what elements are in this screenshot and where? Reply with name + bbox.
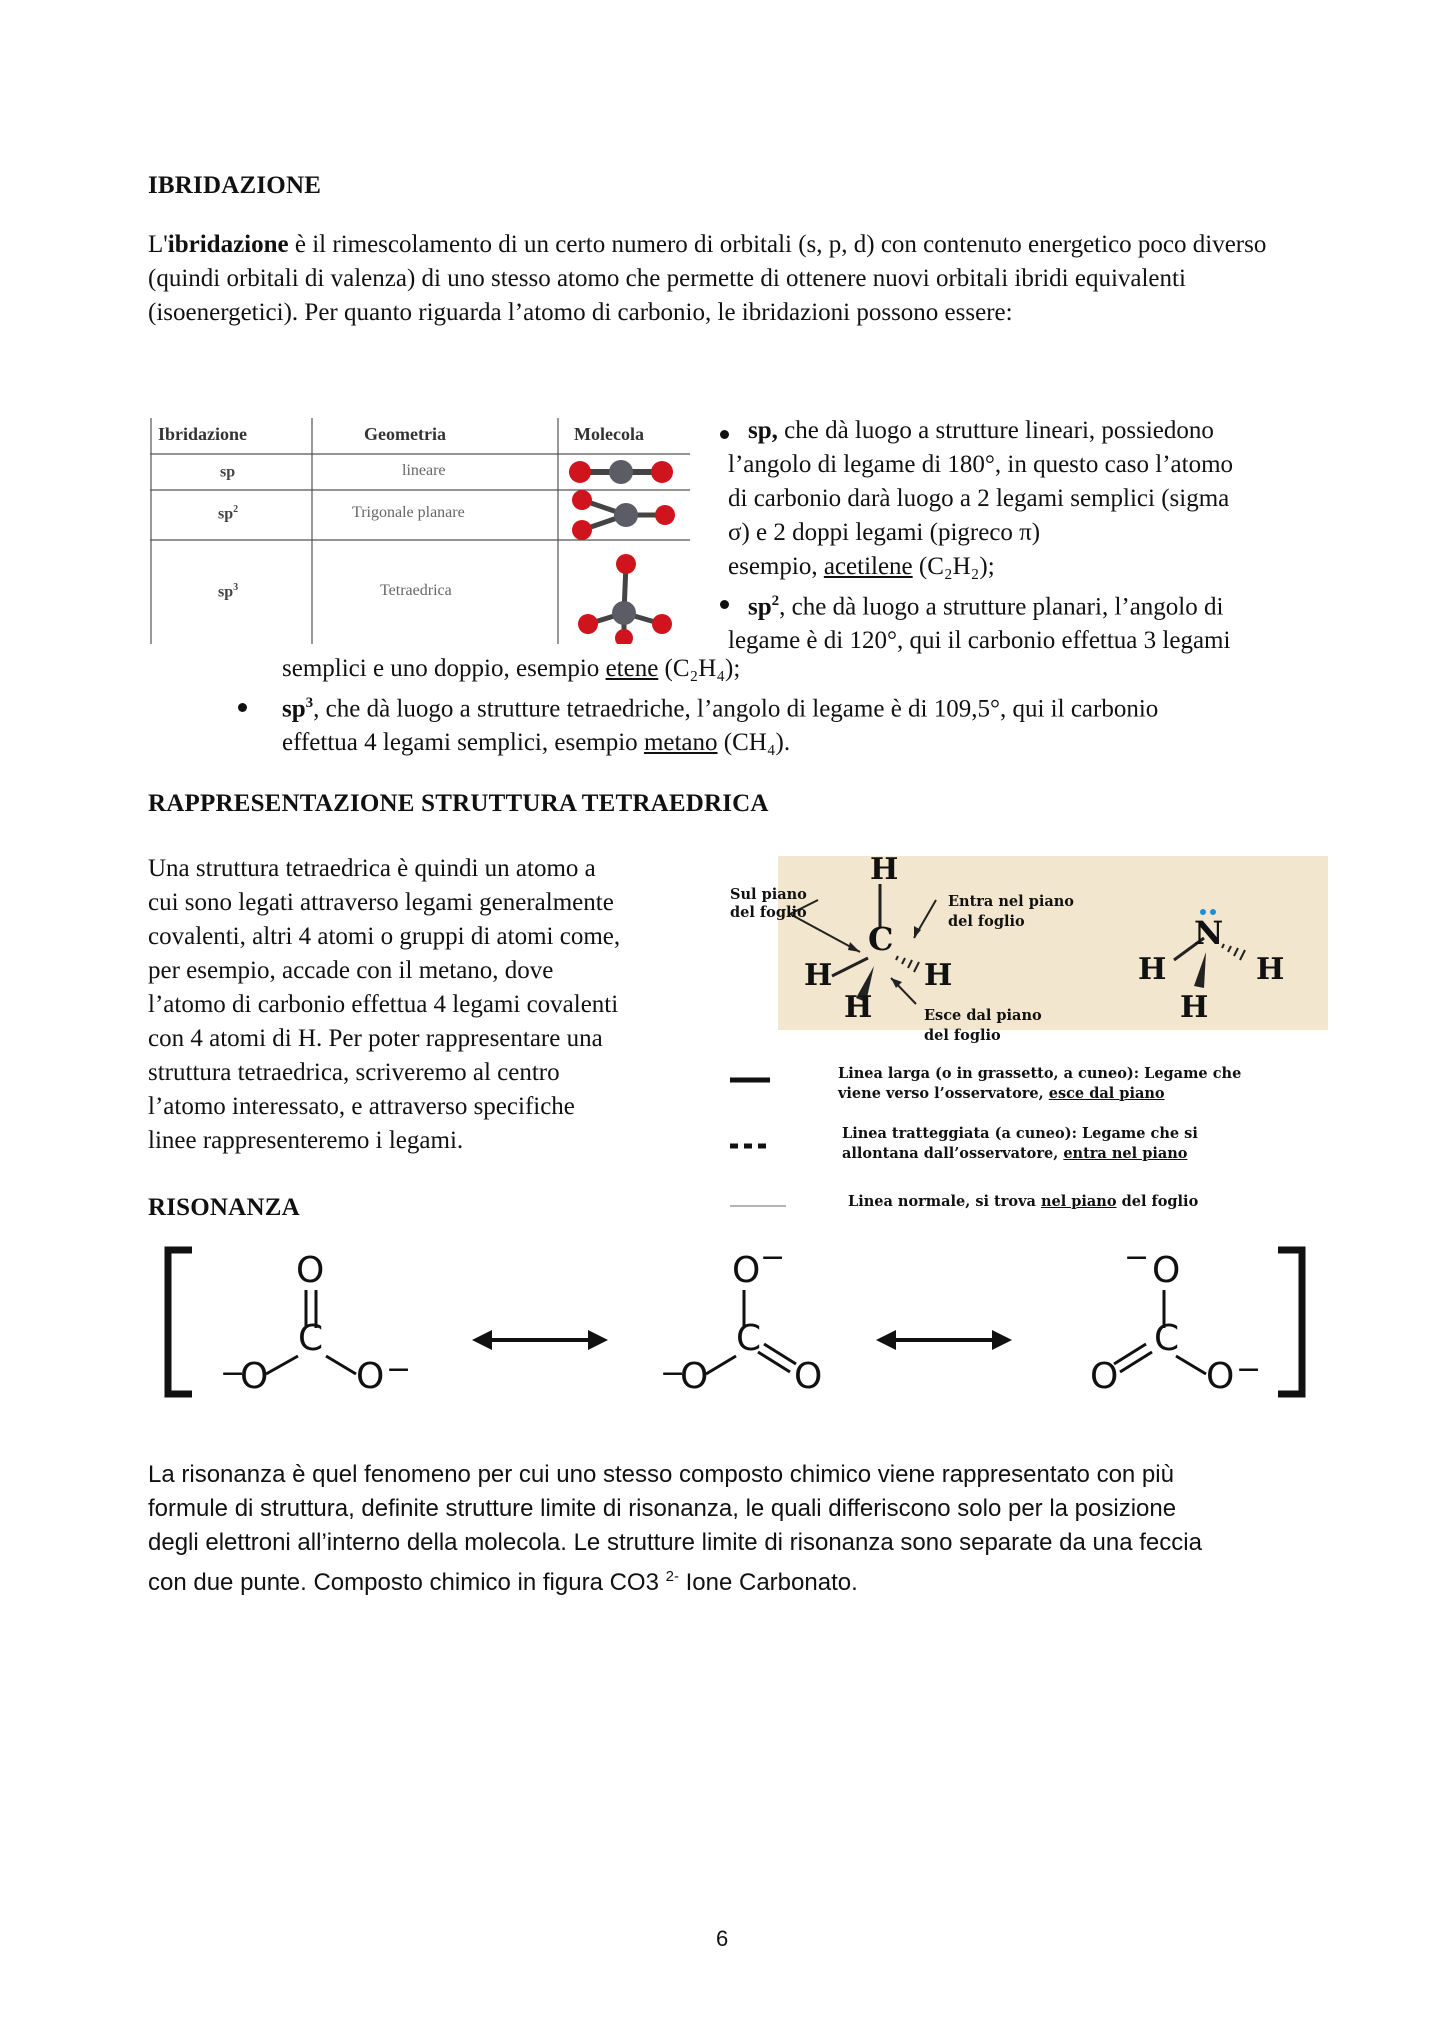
table-row-sp3-geom: Tetraedrica bbox=[380, 582, 452, 599]
table-header-ibridazione: Ibridazione bbox=[158, 424, 248, 444]
table-row-sp-geom: lineare bbox=[402, 462, 446, 479]
legend-bold-line: Linea larga (o in grassetto, a cuneo): Legame che viene verso l’osservatore, esce dal piano bbox=[838, 1065, 1242, 1102]
bullet-sp3-dot bbox=[238, 703, 247, 712]
res1-c: C bbox=[298, 1318, 324, 1359]
table-header-molecola: Molecola bbox=[574, 424, 644, 444]
res2-minus-top: − bbox=[760, 1240, 786, 1275]
intro-prefix: L' bbox=[148, 231, 168, 258]
bullet-sp3-text: $sp^3$, che dà luogo a strutture tetraedriche, l’angolo di legame è di 109,5°, qui il carbonio effettua 4 legami semplici, esempio metano (CH₄). bbox=[282, 695, 1159, 757]
res3-o-right: O bbox=[1206, 1356, 1235, 1397]
res1-o-top: O bbox=[296, 1250, 325, 1291]
intro-text: è il rimescolamento di un certo numero di orbitali (s, p, d) con contenuto energetico poco diverso (quindi orbitali di valenza) di uno stesso atomo che permette di ottenere nuovi orbitali ibridi equivalenti (isoenergetici). Per quanto riguarda l’atomo di carbonio, le ibridazioni possono essere: bbox=[148, 231, 1267, 326]
res3-minus-top: − bbox=[1124, 1240, 1150, 1275]
res3-minus-right: − bbox=[1236, 1352, 1262, 1387]
heading-risonanza: RISONANZA bbox=[148, 1194, 300, 1221]
table-row-sp-hyb: sp bbox=[220, 463, 236, 481]
res2-minus-left: − bbox=[660, 1356, 686, 1391]
methane-h-bottom: H bbox=[844, 990, 873, 1025]
methane-h-right: H bbox=[924, 958, 953, 993]
res2-c: C bbox=[736, 1318, 762, 1359]
etene-link[interactable]: etene bbox=[605, 655, 659, 682]
legend-dashed-line: Linea tratteggiata (a cuneo): Legame che si allontana dall’osservatore, entra nel piano bbox=[842, 1125, 1198, 1162]
res3-o-top: O bbox=[1152, 1250, 1181, 1291]
sp2-molecule-icon bbox=[572, 490, 675, 540]
metano-link[interactable]: metano bbox=[643, 729, 718, 757]
intro-paragraph bbox=[148, 228, 1308, 330]
label-entra-nel-piano: Entra nel piano del foglio bbox=[948, 893, 1074, 930]
heading-tetraedrica: RAPPRESENTAZIONE STRUTTURA TETRAEDRICA bbox=[148, 790, 769, 817]
bullet-sp3-label: sp bbox=[282, 695, 306, 723]
methane-c: C bbox=[868, 920, 894, 958]
ammonia-h-left: H bbox=[1138, 952, 1167, 987]
res2-o-top: O bbox=[732, 1250, 761, 1291]
page-number: 6 bbox=[716, 1926, 729, 1951]
table-header-geometria: Geometria bbox=[364, 424, 446, 444]
resonance-figure bbox=[160, 1240, 1310, 1404]
methane-h-left: H bbox=[804, 958, 833, 993]
sp3-molecule-icon bbox=[578, 554, 672, 644]
bullet-sp2-label: sp bbox=[748, 593, 772, 621]
label-esce-dal-piano: Esce dal piano del foglio bbox=[924, 1007, 1042, 1044]
res1-minus-left: − bbox=[220, 1356, 246, 1391]
ammonia-h-bottom: H bbox=[1180, 990, 1209, 1025]
tetrahedral-figure bbox=[728, 852, 1328, 1256]
intro-bold-term: ibridazione bbox=[167, 231, 289, 258]
label-sul-piano: Sul piano del foglio bbox=[730, 886, 807, 921]
tetra-paragraph: Una struttura tetraedrica è quindi un atomo a cui sono legati attraverso legami generalmente covalenti, altri 4 atomi o gruppi di atomi come, per esempio, accade con il metano, dove l’atomo di carbonio effettua 4 legami covalenti con 4 atomi di H. Per poter rappresentare una struttura tetraedrica, scriveremo al centro l’atomo interessato, e attraverso specifiche linee rappresenteremo i legami. bbox=[148, 855, 621, 1154]
table-row-sp2-geom: Trigonale planare bbox=[352, 504, 465, 521]
bullet-sp2-continuation: semplici e uno doppio, esempio etene (C₂H₄); bbox=[282, 655, 741, 682]
res1-o-right: O bbox=[356, 1356, 385, 1397]
res1-minus-right: − bbox=[386, 1352, 412, 1387]
bullet-sp2-text: $sp^2$, che dà luogo a strutture planari, l’angolo di legame è di 120°, qui il carbonio effettua 3 legami bbox=[728, 593, 1231, 655]
risonanza-paragraph: La risonanza è quel fenomeno per cui uno stesso composto chimico viene rappresentato con più formule di struttura, definite strutture limite di risonanza, le quali differiscono solo per la posizione degli elettroni all’interno della molecola. Le strutture limite di risonanza sono separate da una feccia con due punte. Composto chimico in figura CO3 $^{2-}$ Ione Carbonato. bbox=[148, 1461, 1202, 1596]
bullet-sp-text: sp, che dà luogo a strutture lineari, possiedono l’angolo di legame di 180°, in questo caso l’atomo di carbonio darà luogo a 2 legami semplici (sigma σ) e 2 doppi legami (pigreco π) esempio, acetilene (C₂H₂); bbox=[728, 417, 1234, 580]
res3-o-left: O bbox=[1090, 1356, 1119, 1397]
acetilene-link[interactable]: acetilene bbox=[823, 553, 913, 580]
ammonia-n: N bbox=[1194, 914, 1224, 952]
res3-c: C bbox=[1154, 1318, 1180, 1359]
table-row-sp2-hyb: $sp^2$ bbox=[218, 504, 239, 523]
heading-ibridazione: IBRIDAZIONE bbox=[148, 172, 322, 199]
hybridization-table-grid bbox=[150, 418, 690, 644]
hybridization-table-figure bbox=[150, 418, 690, 644]
bullet-sp-label: sp, bbox=[748, 417, 778, 444]
sp-molecule-icon bbox=[569, 460, 673, 484]
ammonia-h-right: H bbox=[1256, 952, 1285, 987]
table-row-sp3-hyb: $sp^3$ bbox=[218, 582, 239, 601]
res2-o-left: O bbox=[680, 1356, 709, 1397]
methane-h-top: H bbox=[870, 852, 899, 887]
res1-o-left: O bbox=[240, 1356, 269, 1397]
res2-o-right: O bbox=[794, 1356, 823, 1397]
legend-normal-line: Linea normale, si trova nel piano del foglio bbox=[848, 1193, 1199, 1210]
